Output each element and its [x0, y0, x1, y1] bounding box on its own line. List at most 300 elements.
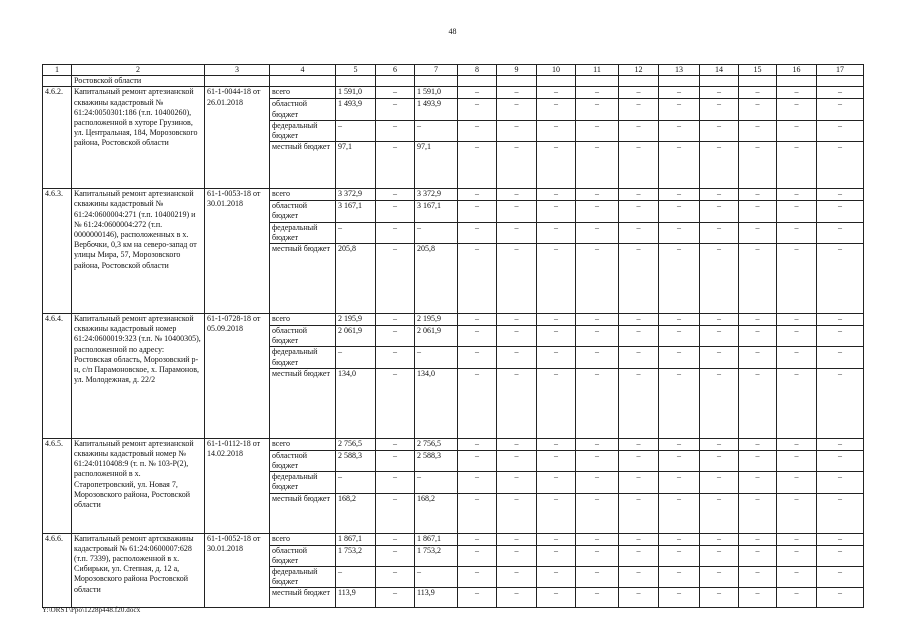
- dash-cell: –: [700, 201, 739, 222]
- dash-cell: –: [537, 368, 576, 438]
- document-number: 61-1-0044-18 от 26.01.2018: [205, 87, 270, 189]
- dash-cell: –: [497, 533, 537, 545]
- dash-cell: –: [497, 588, 537, 608]
- dash-cell: –: [777, 326, 817, 347]
- empty-cell: [700, 76, 739, 87]
- column-header: 11: [576, 65, 619, 76]
- item-description: Капитальный ремонт артезианской скважины кадастровый номер № 61:24:0110408:9 (т. п. № 103-Р(2), расположенной в х. Старопетровский, ул. Новая 7, Морозовского района, Ростовской области: [72, 438, 205, 533]
- dash-cell: –: [458, 201, 497, 222]
- dash-cell: –: [777, 472, 817, 493]
- dash-cell: –: [777, 438, 817, 450]
- dash-cell: –: [817, 545, 864, 566]
- dash-cell: –: [537, 201, 576, 222]
- col7-value: 113,9: [415, 588, 458, 608]
- dash-cell: –: [659, 347, 700, 368]
- dash-cell: –: [659, 314, 700, 326]
- dash-cell: –: [497, 567, 537, 588]
- dash-cell: –: [817, 87, 864, 99]
- dash-cell: –: [458, 326, 497, 347]
- funding-source: федеральный бюджет: [270, 347, 336, 368]
- empty-cell: [458, 76, 497, 87]
- empty-cell: [497, 76, 537, 87]
- dash-cell: –: [537, 567, 576, 588]
- dash-cell: –: [619, 545, 659, 566]
- col6-value: –: [376, 99, 415, 120]
- funding-source: областной бюджет: [270, 99, 336, 120]
- dash-cell: –: [458, 314, 497, 326]
- dash-cell: –: [659, 87, 700, 99]
- total-value: –: [336, 120, 376, 141]
- dash-cell: –: [777, 201, 817, 222]
- dash-cell: –: [537, 120, 576, 141]
- col7-value: 97,1: [415, 142, 458, 189]
- dash-cell: –: [497, 347, 537, 368]
- col7-value: 2 061,9: [415, 326, 458, 347]
- col7-value: –: [415, 120, 458, 141]
- dash-cell: –: [576, 222, 619, 243]
- dash-cell: –: [497, 472, 537, 493]
- funding-source: федеральный бюджет: [270, 567, 336, 588]
- item-description: Капитальный ремонт артскважины кадастровый № 61:24:0600007:628 (т.п. 7339), расположенной в х. Сибирьки, ул. Степная, д. 12 а, Морозовского района Ростовской области: [72, 533, 205, 608]
- dash-cell: –: [700, 493, 739, 533]
- funding-source: всего: [270, 438, 336, 450]
- total-value: 168,2: [336, 493, 376, 533]
- dash-cell: –: [700, 438, 739, 450]
- dash-cell: –: [458, 368, 497, 438]
- dash-cell: –: [659, 368, 700, 438]
- dash-cell: –: [739, 493, 777, 533]
- col6-value: –: [376, 201, 415, 222]
- table-row: [43, 189, 864, 201]
- dash-cell: –: [537, 314, 576, 326]
- dash-cell: –: [777, 545, 817, 566]
- dash-cell: –: [777, 87, 817, 99]
- dash-cell: –: [739, 87, 777, 99]
- total-value: –: [336, 472, 376, 493]
- dash-cell: –: [659, 120, 700, 141]
- page-number: 48: [448, 27, 457, 36]
- column-header: 17: [817, 65, 864, 76]
- dash-cell: –: [619, 142, 659, 189]
- dash-cell: –: [497, 314, 537, 326]
- dash-cell: –: [619, 347, 659, 368]
- dash-cell: –: [700, 472, 739, 493]
- dash-cell: –: [576, 545, 619, 566]
- dash-cell: –: [576, 120, 619, 141]
- dash-cell: –: [537, 472, 576, 493]
- col7-value: 2 195,9: [415, 314, 458, 326]
- dash-cell: –: [458, 588, 497, 608]
- dash-cell: –: [576, 201, 619, 222]
- dash-cell: –: [497, 493, 537, 533]
- dash-cell: –: [619, 314, 659, 326]
- dash-cell: –: [817, 201, 864, 222]
- col7-value: 3 372,9: [415, 189, 458, 201]
- col6-value: –: [376, 87, 415, 99]
- empty-cell: [739, 76, 777, 87]
- file-path-footer: Y:\ORST\Ppo\1228p448.f20.docx: [42, 606, 141, 614]
- total-value: 2 588,3: [336, 450, 376, 471]
- dash-cell: –: [619, 493, 659, 533]
- dash-cell: –: [458, 533, 497, 545]
- dash-cell: –: [497, 87, 537, 99]
- dash-cell: –: [537, 222, 576, 243]
- dash-cell: –: [576, 450, 619, 471]
- item-number: 4.6.4.: [43, 314, 72, 439]
- dash-cell: –: [659, 189, 700, 201]
- col7-value: –: [415, 347, 458, 368]
- dash-cell: –: [777, 142, 817, 189]
- document-number: 61-1-0053-18 от 30.01.2018: [205, 189, 270, 314]
- dash-cell: –: [777, 588, 817, 608]
- dash-cell: –: [739, 472, 777, 493]
- total-value: 113,9: [336, 588, 376, 608]
- dash-cell: –: [739, 99, 777, 120]
- table-body: [43, 65, 864, 608]
- dash-cell: –: [739, 314, 777, 326]
- dash-cell: –: [576, 142, 619, 189]
- col6-value: –: [376, 120, 415, 141]
- dash-cell: –: [700, 99, 739, 120]
- dash-cell: –: [458, 545, 497, 566]
- item-number: 4.6.6.: [43, 533, 72, 608]
- dash-cell: –: [739, 588, 777, 608]
- dash-cell: –: [458, 450, 497, 471]
- dash-cell: –: [576, 533, 619, 545]
- dash-cell: –: [619, 472, 659, 493]
- dash-cell: –: [458, 142, 497, 189]
- dash-cell: –: [817, 189, 864, 201]
- col7-value: 168,2: [415, 493, 458, 533]
- dash-cell: –: [537, 99, 576, 120]
- dash-cell: –: [700, 588, 739, 608]
- column-header: 4: [270, 65, 336, 76]
- table-row: [43, 533, 864, 545]
- dash-cell: –: [458, 438, 497, 450]
- empty-cell: [205, 76, 270, 87]
- dash-cell: –: [659, 222, 700, 243]
- dash-cell: –: [817, 450, 864, 471]
- dash-cell: –: [619, 567, 659, 588]
- item-number: 4.6.5.: [43, 438, 72, 533]
- dash-cell: –: [700, 87, 739, 99]
- dash-cell: –: [659, 545, 700, 566]
- dash-cell: –: [619, 438, 659, 450]
- dash-cell: –: [700, 368, 739, 438]
- dash-cell: –: [777, 99, 817, 120]
- item-number: 4.6.2.: [43, 87, 72, 189]
- funding-source: федеральный бюджет: [270, 222, 336, 243]
- dash-cell: –: [659, 493, 700, 533]
- funding-source: местный бюджет: [270, 244, 336, 314]
- funding-source: всего: [270, 314, 336, 326]
- dash-cell: –: [739, 438, 777, 450]
- column-header: 3: [205, 65, 270, 76]
- empty-cell: [415, 76, 458, 87]
- funding-source: областной бюджет: [270, 545, 336, 566]
- dash-cell: –: [817, 314, 864, 326]
- dash-cell: –: [576, 99, 619, 120]
- dash-cell: –: [497, 99, 537, 120]
- dash-cell: –: [619, 588, 659, 608]
- dash-cell: –: [739, 189, 777, 201]
- dash-cell: –: [700, 142, 739, 189]
- dash-cell: –: [777, 567, 817, 588]
- dash-cell: –: [739, 368, 777, 438]
- item-description: Капитальный ремонт артезианской скважины кадастровый номер 61:24:0600019:323 (т.п. № 10400305), расположенной по адресу: Ростовская область, Морозовский р-н, с/п Парамоновское, х. Парамонов, ул. Молодежная, д. 22/2: [72, 314, 205, 439]
- dash-cell: –: [497, 222, 537, 243]
- dash-cell: –: [739, 142, 777, 189]
- column-header: 16: [777, 65, 817, 76]
- col6-value: –: [376, 472, 415, 493]
- dash-cell: –: [777, 450, 817, 471]
- dash-cell: –: [619, 450, 659, 471]
- document-number: 61-1-0052-18 от 30.01.2018: [205, 533, 270, 608]
- col6-value: –: [376, 189, 415, 201]
- document-number: 61-1-0728-18 от 05.09.2018: [205, 314, 270, 439]
- col7-value: 134,0: [415, 368, 458, 438]
- item-number: 4.6.3.: [43, 189, 72, 314]
- dash-cell: –: [659, 142, 700, 189]
- funding-source: федеральный бюджет: [270, 120, 336, 141]
- dash-cell: –: [739, 567, 777, 588]
- dash-cell: –: [817, 347, 864, 368]
- col7-value: 205,8: [415, 244, 458, 314]
- dash-cell: –: [659, 472, 700, 493]
- column-header: 12: [619, 65, 659, 76]
- dash-cell: –: [817, 120, 864, 141]
- total-value: –: [336, 347, 376, 368]
- dash-cell: –: [700, 533, 739, 545]
- funding-source: областной бюджет: [270, 326, 336, 347]
- total-value: 134,0: [336, 368, 376, 438]
- total-value: 1 493,9: [336, 99, 376, 120]
- col7-value: 1 591,0: [415, 87, 458, 99]
- col6-value: –: [376, 326, 415, 347]
- col6-value: –: [376, 314, 415, 326]
- col6-value: –: [376, 588, 415, 608]
- dash-cell: –: [576, 347, 619, 368]
- total-value: 205,8: [336, 244, 376, 314]
- col7-value: –: [415, 222, 458, 243]
- column-header: 9: [497, 65, 537, 76]
- dash-cell: –: [777, 493, 817, 533]
- funding-source: местный бюджет: [270, 368, 336, 438]
- total-value: –: [336, 567, 376, 588]
- dash-cell: –: [777, 222, 817, 243]
- dash-cell: –: [576, 438, 619, 450]
- dash-cell: –: [659, 588, 700, 608]
- dash-cell: –: [576, 244, 619, 314]
- item-description: Капитальный ремонт артезианской скважины кадастровый № 61:24:0600004:271 (т.п. 10400219) и № 61:24:0600004:272 (т.п. 0000000146), расположенных в х. Вербочки, 0,3 км на северо-запад от улицы Мира, 57, Морозовского района, Ростовской области: [72, 189, 205, 314]
- dash-cell: –: [458, 244, 497, 314]
- column-header: 14: [700, 65, 739, 76]
- dash-cell: –: [700, 244, 739, 314]
- dash-cell: –: [458, 120, 497, 141]
- dash-cell: –: [659, 567, 700, 588]
- continuation-row: [43, 76, 864, 87]
- dash-cell: –: [537, 87, 576, 99]
- dash-cell: –: [576, 472, 619, 493]
- dash-cell: –: [739, 222, 777, 243]
- total-value: 2 756,5: [336, 438, 376, 450]
- col7-value: 3 167,1: [415, 201, 458, 222]
- dash-cell: –: [817, 493, 864, 533]
- dash-cell: –: [817, 567, 864, 588]
- dash-cell: –: [537, 545, 576, 566]
- dash-cell: –: [576, 368, 619, 438]
- dash-cell: –: [700, 189, 739, 201]
- dash-cell: –: [497, 368, 537, 438]
- col6-value: –: [376, 533, 415, 545]
- empty-cell: [777, 76, 817, 87]
- dash-cell: –: [497, 438, 537, 450]
- empty-cell: [376, 76, 415, 87]
- dash-cell: –: [497, 201, 537, 222]
- dash-cell: –: [458, 189, 497, 201]
- column-header: 8: [458, 65, 497, 76]
- dash-cell: –: [659, 438, 700, 450]
- dash-cell: –: [817, 368, 864, 438]
- total-value: 2 195,9: [336, 314, 376, 326]
- dash-cell: –: [537, 533, 576, 545]
- column-header: 2: [72, 65, 205, 76]
- dash-cell: –: [700, 347, 739, 368]
- total-value: 1 753,2: [336, 545, 376, 566]
- dash-cell: –: [777, 120, 817, 141]
- dash-cell: –: [700, 545, 739, 566]
- dash-cell: –: [817, 326, 864, 347]
- dash-cell: –: [619, 326, 659, 347]
- dash-cell: –: [739, 244, 777, 314]
- total-value: –: [336, 222, 376, 243]
- total-value: 97,1: [336, 142, 376, 189]
- empty-cell: [619, 76, 659, 87]
- dash-cell: –: [458, 87, 497, 99]
- funding-source: всего: [270, 87, 336, 99]
- dash-cell: –: [817, 472, 864, 493]
- col6-value: –: [376, 142, 415, 189]
- funding-source: местный бюджет: [270, 493, 336, 533]
- empty-cell: [576, 76, 619, 87]
- column-header: 1: [43, 65, 72, 76]
- col6-value: –: [376, 244, 415, 314]
- col7-value: 2 756,5: [415, 438, 458, 450]
- dash-cell: –: [659, 533, 700, 545]
- dash-cell: –: [619, 368, 659, 438]
- dash-cell: –: [619, 533, 659, 545]
- col7-value: –: [415, 472, 458, 493]
- budget-table: [42, 64, 864, 608]
- dash-cell: –: [497, 244, 537, 314]
- dash-cell: –: [458, 222, 497, 243]
- dash-cell: –: [739, 201, 777, 222]
- col6-value: –: [376, 438, 415, 450]
- empty-cell: [659, 76, 700, 87]
- funding-source: областной бюджет: [270, 201, 336, 222]
- col6-value: –: [376, 368, 415, 438]
- table-row: [43, 438, 864, 450]
- dash-cell: –: [619, 99, 659, 120]
- dash-cell: –: [537, 189, 576, 201]
- table-row: [43, 314, 864, 326]
- column-header: 13: [659, 65, 700, 76]
- dash-cell: –: [458, 472, 497, 493]
- col6-value: –: [376, 567, 415, 588]
- dash-cell: –: [700, 222, 739, 243]
- total-value: 1 591,0: [336, 87, 376, 99]
- col6-value: –: [376, 347, 415, 368]
- dash-cell: –: [497, 120, 537, 141]
- dash-cell: –: [817, 533, 864, 545]
- header-row: [43, 65, 864, 76]
- col6-value: –: [376, 222, 415, 243]
- dash-cell: –: [659, 326, 700, 347]
- dash-cell: –: [537, 326, 576, 347]
- dash-cell: –: [458, 99, 497, 120]
- dash-cell: –: [700, 314, 739, 326]
- empty-cell: [537, 76, 576, 87]
- total-value: 3 372,9: [336, 189, 376, 201]
- col7-value: 1 867,1: [415, 533, 458, 545]
- dash-cell: –: [777, 533, 817, 545]
- item-description: Капитальный ремонт артезианской скважины кадастровый № 61:24:0050301:186 (т.п. 10400260), расположенной в хуторе Грузинов, ул. Центральная, 184, Морозовского района, Ростовской области: [72, 87, 205, 189]
- column-header: 10: [537, 65, 576, 76]
- dash-cell: –: [497, 142, 537, 189]
- col7-value: 1 493,9: [415, 99, 458, 120]
- dash-cell: –: [576, 567, 619, 588]
- funding-source: областной бюджет: [270, 450, 336, 471]
- col7-value: –: [415, 567, 458, 588]
- dash-cell: –: [817, 222, 864, 243]
- dash-cell: –: [458, 567, 497, 588]
- dash-cell: –: [739, 545, 777, 566]
- dash-cell: –: [817, 438, 864, 450]
- dash-cell: –: [700, 567, 739, 588]
- dash-cell: –: [817, 588, 864, 608]
- dash-cell: –: [497, 545, 537, 566]
- dash-cell: –: [537, 450, 576, 471]
- funding-source: всего: [270, 533, 336, 545]
- dash-cell: –: [739, 450, 777, 471]
- total-value: 3 167,1: [336, 201, 376, 222]
- funding-source: всего: [270, 189, 336, 201]
- dash-cell: –: [777, 314, 817, 326]
- dash-cell: –: [537, 244, 576, 314]
- total-value: 1 867,1: [336, 533, 376, 545]
- dash-cell: –: [739, 120, 777, 141]
- dash-cell: –: [659, 450, 700, 471]
- dash-cell: –: [619, 120, 659, 141]
- dash-cell: –: [777, 347, 817, 368]
- empty-cell: [336, 76, 376, 87]
- funding-source: федеральный бюджет: [270, 472, 336, 493]
- dash-cell: –: [739, 326, 777, 347]
- dash-cell: –: [537, 438, 576, 450]
- dash-cell: –: [537, 142, 576, 189]
- dash-cell: –: [777, 244, 817, 314]
- column-header: 7: [415, 65, 458, 76]
- empty-cell: [817, 76, 864, 87]
- dash-cell: –: [619, 244, 659, 314]
- column-header: 6: [376, 65, 415, 76]
- dash-cell: –: [458, 493, 497, 533]
- dash-cell: –: [817, 142, 864, 189]
- dash-cell: –: [497, 326, 537, 347]
- dash-cell: –: [619, 189, 659, 201]
- col6-value: –: [376, 450, 415, 471]
- dash-cell: –: [777, 368, 817, 438]
